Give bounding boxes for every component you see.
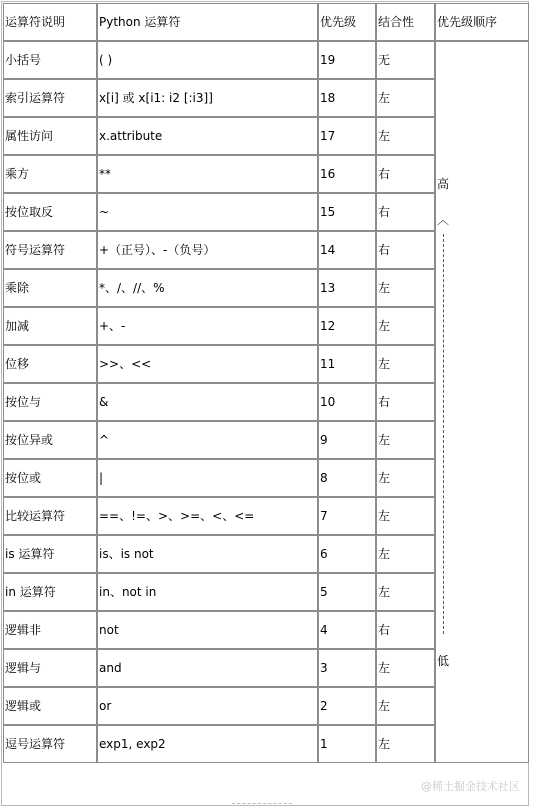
- precedence-order-indicator: [436, 42, 528, 762]
- cell-op: and: [97, 649, 318, 687]
- cell-op: is、is not: [97, 535, 318, 573]
- table-row: [3, 41, 529, 79]
- cell-op: in、not in: [97, 573, 318, 611]
- cell-desc: 乘方: [3, 155, 97, 193]
- cell-op: &: [97, 383, 318, 421]
- cell-desc: 索引运算符: [3, 79, 97, 117]
- cell-desc: 乘除: [3, 269, 97, 307]
- cell-assoc: 左: [376, 345, 435, 383]
- cell-prec: 5: [318, 573, 376, 611]
- watermark: @稀土掘金技术社区: [421, 780, 520, 793]
- cell-assoc: 右: [376, 383, 435, 421]
- cell-prec: 11: [318, 345, 376, 383]
- cell-desc: 逗号运算符: [3, 725, 97, 763]
- cell-desc: 逻辑非: [3, 611, 97, 649]
- cell-desc: is 运算符: [3, 535, 97, 573]
- cell-op: *、/、//、%: [97, 269, 318, 307]
- cell-assoc: 无: [376, 41, 435, 79]
- cell-desc: in 运算符: [3, 573, 97, 611]
- cell-op: >>、<<: [97, 345, 318, 383]
- header-prec: 优先级: [318, 3, 376, 41]
- cell-desc: 按位或: [3, 459, 97, 497]
- cell-op: ==、!=、>、>=、<、<=: [97, 497, 318, 535]
- precedence-order-cell: [435, 41, 529, 763]
- cell-assoc: 左: [376, 497, 435, 535]
- cell-prec: 4: [318, 611, 376, 649]
- header-row: [3, 3, 529, 41]
- cell-assoc: 左: [376, 79, 435, 117]
- cell-assoc: 右: [376, 193, 435, 231]
- cell-desc: 符号运算符: [3, 231, 97, 269]
- cell-op: exp1, exp2: [97, 725, 318, 763]
- cell-prec: 12: [318, 307, 376, 345]
- cell-op: or: [97, 687, 318, 725]
- cell-prec: 3: [318, 649, 376, 687]
- cell-prec: 17: [318, 117, 376, 155]
- cell-desc: 按位异或: [3, 421, 97, 459]
- order-low-label: 低: [437, 654, 450, 668]
- header-desc: 运算符说明: [3, 3, 97, 41]
- cell-op: x[i] 或 x[i1: i2 [:i3]]: [97, 79, 318, 117]
- cell-desc: 加减: [3, 307, 97, 345]
- cell-op: not: [97, 611, 318, 649]
- cell-desc: 逻辑或: [3, 687, 97, 725]
- cell-assoc: 右: [376, 611, 435, 649]
- cell-desc: 属性访问: [3, 117, 97, 155]
- cell-op: +、-: [97, 307, 318, 345]
- cell-assoc: 左: [376, 117, 435, 155]
- cell-op: x.attribute: [97, 117, 318, 155]
- cell-op: |: [97, 459, 318, 497]
- cell-op: ^: [97, 421, 318, 459]
- cell-prec: 16: [318, 155, 376, 193]
- cell-assoc: 左: [376, 687, 435, 725]
- cell-assoc: 左: [376, 421, 435, 459]
- cell-prec: 14: [318, 231, 376, 269]
- cell-prec: 10: [318, 383, 376, 421]
- header-assoc: 结合性: [376, 3, 435, 41]
- order-high-label: 高: [437, 177, 450, 191]
- cell-assoc: 左: [376, 307, 435, 345]
- cell-desc: 按位与: [3, 383, 97, 421]
- cell-assoc: 左: [376, 573, 435, 611]
- cell-desc: 逻辑与: [3, 649, 97, 687]
- cell-prec: 7: [318, 497, 376, 535]
- cell-desc: 按位取反: [3, 193, 97, 231]
- cell-op: ( ): [97, 41, 318, 79]
- cell-desc: 比较运算符: [3, 497, 97, 535]
- table-body: [3, 3, 529, 763]
- cell-op: **: [97, 155, 318, 193]
- cell-prec: 1: [318, 725, 376, 763]
- cell-assoc: 左: [376, 725, 435, 763]
- cell-prec: 9: [318, 421, 376, 459]
- cell-assoc: 左: [376, 459, 435, 497]
- cell-desc: 位移: [3, 345, 97, 383]
- cell-op: +（正号）、-（负号）: [97, 231, 318, 269]
- cell-prec: 8: [318, 459, 376, 497]
- operator-precedence-table: [3, 3, 529, 763]
- cell-assoc: 左: [376, 649, 435, 687]
- cell-prec: 6: [318, 535, 376, 573]
- cell-prec: 15: [318, 193, 376, 231]
- cell-assoc: 右: [376, 231, 435, 269]
- cell-assoc: 右: [376, 155, 435, 193]
- header-op: Python 运算符: [97, 3, 318, 41]
- cell-prec: 18: [318, 79, 376, 117]
- cell-prec: 19: [318, 41, 376, 79]
- header-order: 优先级顺序: [435, 3, 529, 41]
- arrow-shaft: [443, 234, 444, 634]
- cell-op: ~: [97, 193, 318, 231]
- cell-prec: 2: [318, 687, 376, 725]
- cell-assoc: 左: [376, 269, 435, 307]
- cell-assoc: 左: [376, 535, 435, 573]
- cell-prec: 13: [318, 269, 376, 307]
- cell-desc: 小括号: [3, 41, 97, 79]
- up-arrow-icon: ︿: [437, 213, 450, 227]
